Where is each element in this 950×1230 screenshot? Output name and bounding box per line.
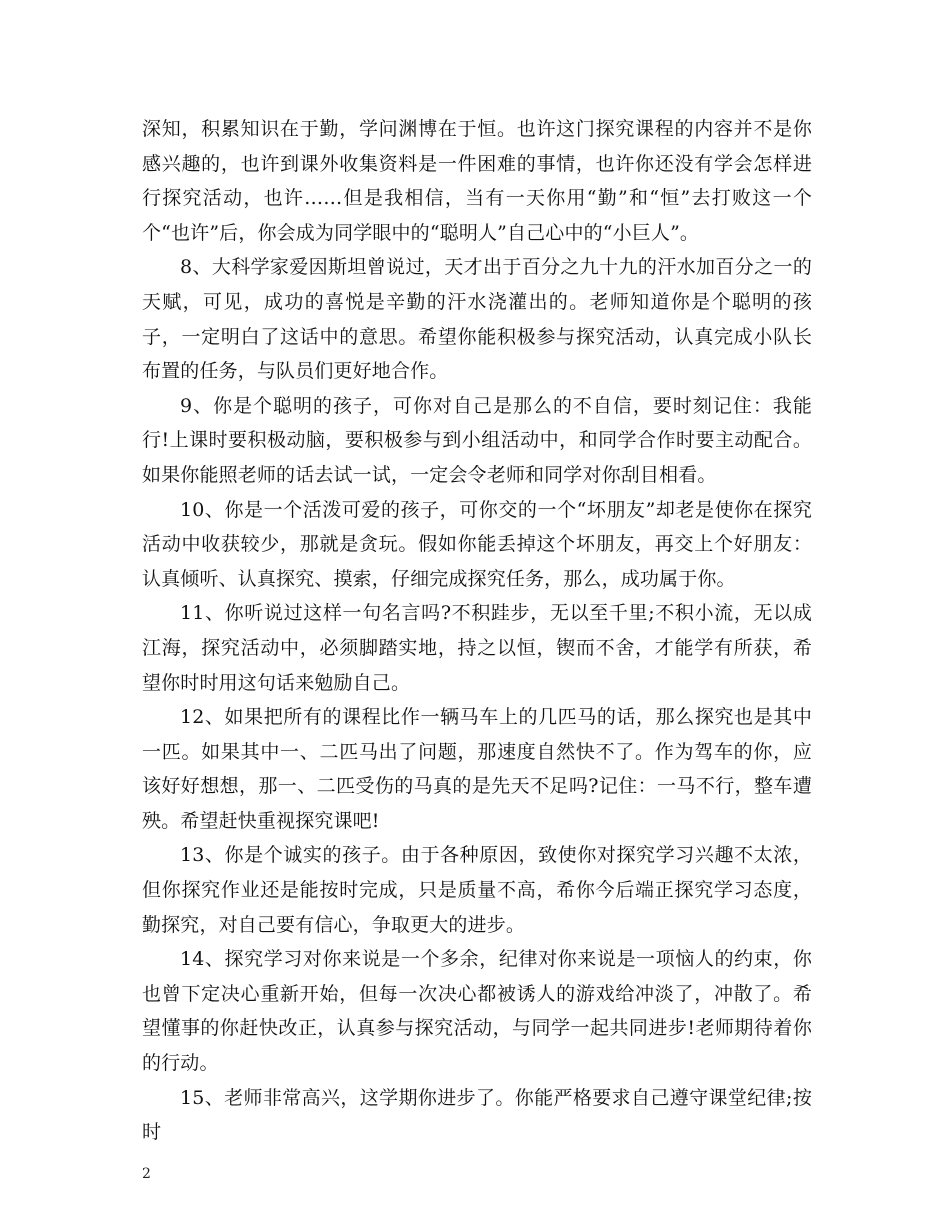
paragraph-comment-13: 13、你是个诚实的孩子。由于各种原因，致使你对探究学习兴趣不太浓，但你探究作业还是能按时完成，只是质量不高，希你今后端正探究学习态度，勤探究，对自己要有信心，争取更大的进步。 [142,844,812,936]
paragraph-comment-11: 11、你听说过这样一句名言吗?不积跬步，无以至千里;不积小流，无以成江海，探究活动中，必须脚踏实地，持之以恒，锲而不舍，才能学有所获，希望你时时用这句话来勉励自己。 [142,602,812,694]
paragraph-comment-8: 8、大科学家爱因斯坦曾说过，天才出于百分之九十九的汗水加百分之一的天赋，可见，成功的喜悦是辛勤的汗水浇灌出的。老师知道你是个聪明的孩子，一定明白了这话中的意思。希望你能积极参与探究活动，认真完成小队长布置的任务，与队员们更好地合作。 [142,256,812,383]
paragraph-comment-9: 9、你是个聪明的孩子，可你对自己是那么的不自信，要时刻记住：我能行!上课时要积极动脑，要积极参与到小组活动中，和同学合作时要主动配合。如果你能照老师的话去试一试，一定会令老师和同学对你刮目相看。 [142,394,812,486]
body-text [142,112,812,1150]
paragraph-continued: 深知，积累知识在于勤，学问渊博在于恒。也许这门探究课程的内容并不是你感兴趣的，也许到课外收集资料是一件困难的事情，也许你还没有学会怎样进行探究活动，也许……但是我相信，当有一天你用“勤”和“恒”去打败这一个个“也许”后，你会成为同学眼中的“聪明人”自己心中的“小巨人”。 [142,118,812,244]
paragraph-comment-10: 10、你是一个活泼可爱的孩子，可你交的一个“坏朋友”却老是使你在探究活动中收获较少，那就是贪玩。假如你能丢掉这个坏朋友，再交上个好朋友：认真倾听、认真探究、摸索，仔细完成探究任务，那么，成功属于你。 [142,498,812,590]
paragraph-comment-15: 15、老师非常高兴，这学期你进步了。你能严格要求自己遵守课堂纪律;按时 [142,1086,812,1144]
page-number: 2 [142,1166,151,1182]
paragraph-comment-12: 12、如果把所有的课程比作一辆马车上的几匹马的话，那么探究也是其中一匹。如果其中一、二匹马出了问题，那速度自然快不了。作为驾车的你，应该好好想想，那一、二匹受伤的马真的是先天不足吗?记住：一马不行，整车遭殃。希望赶快重视探究课吧! [142,706,812,832]
paragraph-comment-14: 14、探究学习对你来说是一个多余，纪律对你来说是一项恼人的约束，你也曾下定决心重新开始，但每一次决心都被诱人的游戏给冲淡了，冲散了。希望懂事的你赶快改正，认真参与探究活动，与同学一起共同进步!老师期待着你的行动。 [142,948,812,1075]
